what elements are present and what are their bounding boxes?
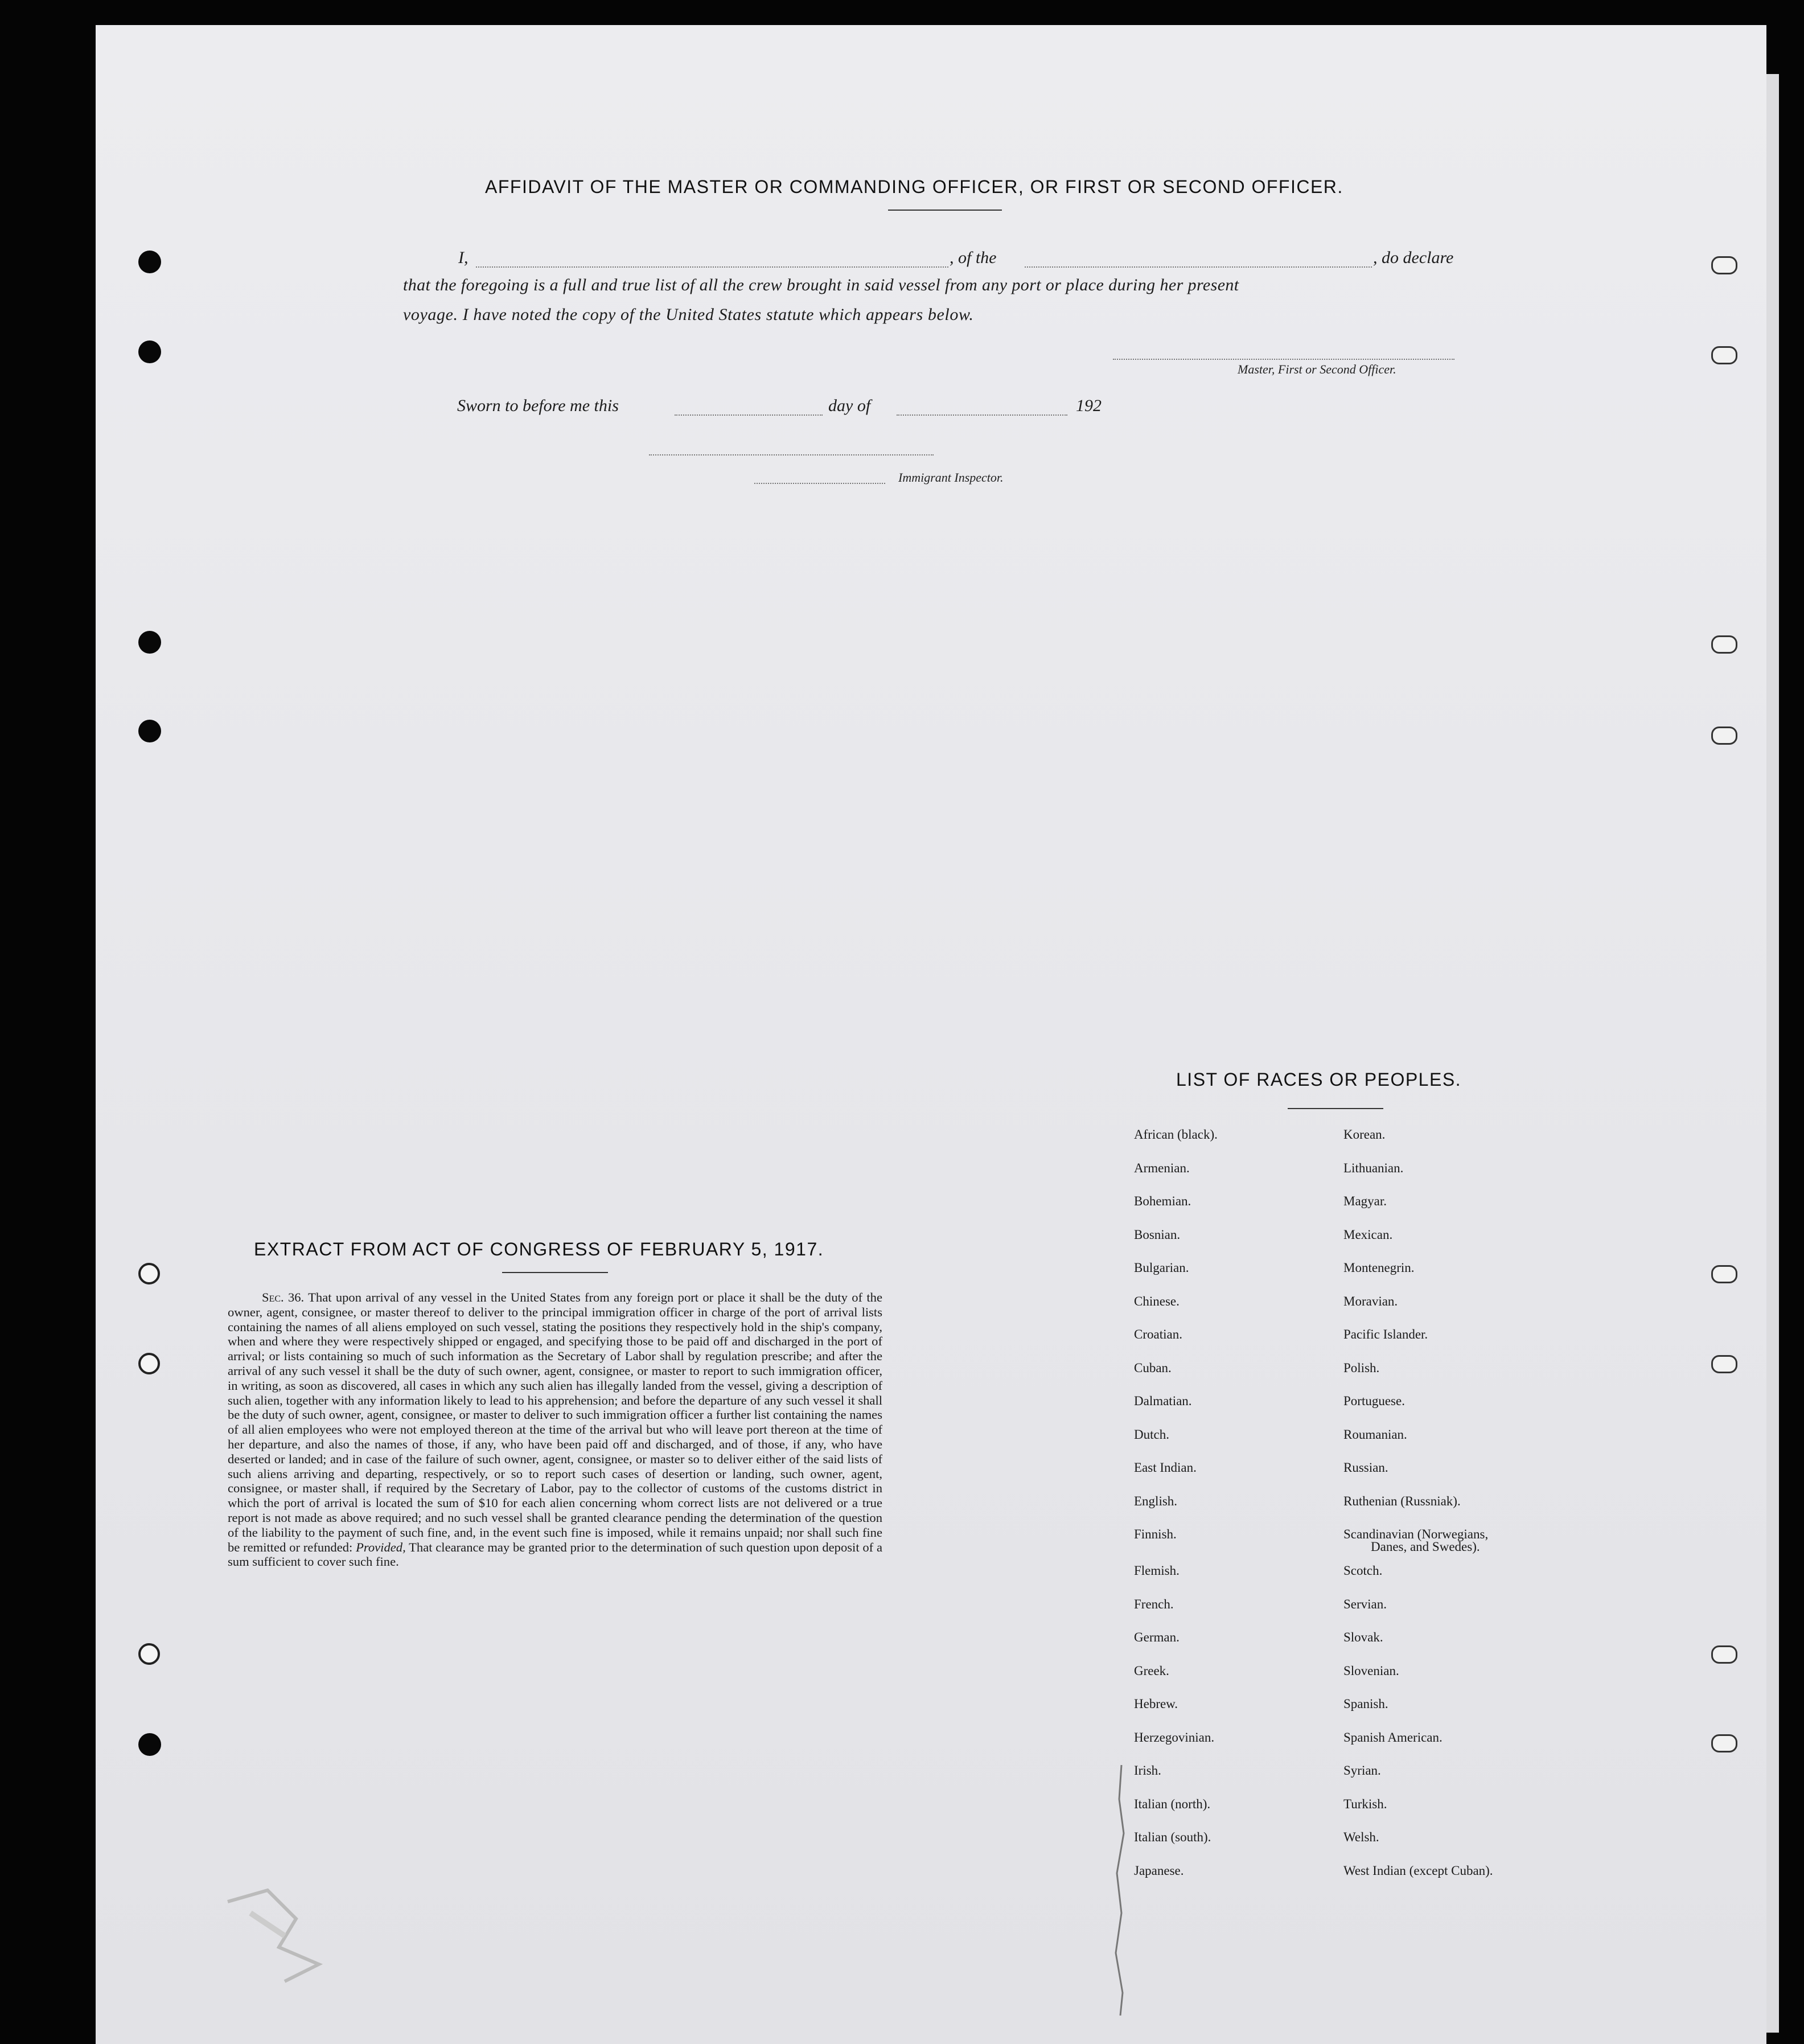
race-item-line: Danes, and Swedes).	[1371, 1540, 1480, 1554]
race-item: West Indian (except Cuban).	[1343, 1863, 1493, 1878]
race-item: Italian (south).	[1134, 1830, 1211, 1844]
punch-hole	[138, 1733, 161, 1756]
race-item: Pacific Islander.	[1343, 1327, 1428, 1341]
race-item: Montenegrin.	[1343, 1261, 1415, 1275]
punch-hole	[1711, 727, 1737, 745]
punch-hole	[138, 631, 161, 654]
race-item: Japanese.	[1134, 1863, 1184, 1878]
races-column-2	[1343, 1128, 1493, 1898]
page-edge	[1766, 74, 1779, 2033]
race-item: Bulgarian.	[1134, 1261, 1189, 1275]
race-item: African (black).	[1134, 1127, 1218, 1142]
race-item: Dalmatian.	[1134, 1394, 1192, 1408]
races-title-rule	[1288, 1108, 1383, 1109]
race-item: Ruthenian (Russniak).	[1343, 1493, 1461, 1508]
document-page	[96, 25, 1766, 2044]
punch-hole	[1711, 256, 1737, 274]
race-item: Greek.	[1134, 1663, 1169, 1678]
title-rule	[888, 210, 1002, 211]
race-item: Flemish.	[1134, 1563, 1180, 1578]
race-item: Welsh.	[1343, 1830, 1379, 1844]
section-text-end: That clearance may be granted prior to the determination of such question upon deposit of a sum sufficient to cover such fine.	[228, 1540, 882, 1569]
race-item: Roumanian.	[1343, 1427, 1407, 1442]
punch-hole	[1711, 346, 1737, 364]
race-item: East Indian.	[1134, 1460, 1197, 1475]
race-item: Chinese.	[1134, 1294, 1180, 1308]
officer-signature-line	[1113, 359, 1454, 360]
punch-hole	[138, 1643, 160, 1665]
race-item: Servian.	[1343, 1596, 1387, 1611]
race-item: Lithuanian.	[1343, 1160, 1404, 1175]
race-item: Korean.	[1343, 1127, 1386, 1142]
declare-text: , do declare	[1373, 248, 1454, 267]
race-item: Bosnian.	[1134, 1227, 1181, 1242]
declaration-line-3: voyage. I have noted the copy of the United States statute which appears below.	[403, 305, 974, 324]
race-item: Polish.	[1343, 1360, 1380, 1375]
punch-hole	[1711, 1265, 1737, 1283]
race-item: Irish.	[1134, 1763, 1161, 1778]
punch-hole	[138, 1353, 160, 1374]
race-item: Armenian.	[1134, 1160, 1190, 1175]
race-item: Slovak.	[1343, 1630, 1383, 1644]
declarant-prefix: I,	[458, 248, 469, 267]
declarant-name-line	[476, 266, 948, 268]
race-item: Russian.	[1343, 1460, 1388, 1475]
race-item	[1343, 1528, 1493, 1565]
race-item: Portuguese.	[1343, 1394, 1405, 1408]
race-item: Bohemian.	[1134, 1194, 1191, 1208]
day-of-label: day of	[828, 396, 871, 415]
race-item-line: Scandinavian (Norwegians,	[1343, 1527, 1489, 1541]
section-label: Sec. 36.	[262, 1290, 305, 1304]
declaration-line-2: that the foregoing is a full and true list of all the crew brought in said vessel from any port or place during her present	[403, 276, 1239, 294]
race-item: Magyar.	[1343, 1194, 1387, 1208]
race-item: Syrian.	[1343, 1763, 1381, 1778]
race-item: French.	[1134, 1596, 1174, 1611]
punch-hole	[138, 1263, 160, 1284]
vessel-name-line	[1025, 266, 1372, 268]
officer-caption: Master, First or Second Officer.	[1238, 362, 1396, 376]
inspector-short-line	[754, 483, 885, 484]
vessel-prefix: , of the	[950, 248, 997, 267]
race-item: Spanish.	[1343, 1697, 1388, 1711]
race-item: Dutch.	[1134, 1427, 1169, 1442]
section-text: That upon arrival of any vessel in the United States from any foreign port or place it shall be the duty of the owner, agent, consignee, or master thereof to deliver to the principal immigration officer in charge of the port of arrival lists containing the names of all aliens employed on such vessel, stating the positions they respectively hold in the ship's company, when and where they were respectively shipped or engaged, and specifying those to be paid off and discharged in the port of arrival; or lists containing so much of such information as the Secretary of Labor shall by regulation prescribe; and after the arrival of any such vessel it shall be the duty of such owner, agent, consignee, or master to report to such immigration officer, in writing, as soon as discovered, all cases in which any such alien has illegally landed from the vessel, giving a description of such alien, together with any information likely to lead to his apprehension; and before the departure of any such vessel it shall be the duty of such owner, agent, consignee, or master to deliver to such immigration officer a further list containing the names of all alien employees who were not employed thereon at the time of the arrival but who will leave port thereon at the time of her departure, and also the names of those, if any, who have been paid off and discharged, and of those, if any, who have deserted or landed; and in case of the failure of such owner, agent, consignee, or master so to deliver either of the said lists of such aliens arriving and departing, respectively, or so to report such cases of desertion or landing, such owner, agent, consignee, or master shall, if required by the Secretary of Labor, pay to the collector of customs of the customs district in which the port of arrival is located the sum of $10 for each alien concerning whom correct lists are not delivered or a true report is not made as above required; and no such vessel shall be granted clearance pending the determination of the question of the liability to the payment of such fine, and, in the event such fine is imposed, while it remains unpaid; nor shall such fine be remitted or refunded:	[228, 1290, 882, 1554]
year-prefix: 192	[1076, 396, 1102, 415]
race-item: Turkish.	[1343, 1796, 1387, 1811]
punch-hole	[1711, 1355, 1737, 1373]
race-item: English.	[1134, 1493, 1178, 1508]
race-item: Spanish American.	[1343, 1730, 1443, 1745]
provided-word: Provided,	[356, 1540, 406, 1554]
paper-crack	[1099, 1765, 1144, 2016]
inspector-caption: Immigrant Inspector.	[898, 470, 1004, 485]
punch-hole	[138, 720, 161, 742]
affidavit-title: AFFIDAVIT OF THE MASTER OR COMMANDING OFFICER, OR FIRST OR SECOND OFFICER.	[485, 177, 1343, 197]
punch-hole	[138, 340, 161, 363]
paper-damage	[216, 1879, 364, 1993]
race-item: Slovenian.	[1343, 1663, 1399, 1678]
race-item: Scotch.	[1343, 1563, 1383, 1578]
race-item: Cuban.	[1134, 1360, 1172, 1375]
race-item: German.	[1134, 1630, 1180, 1644]
race-item: Finnish.	[1134, 1527, 1177, 1541]
sworn-label: Sworn to before me this	[457, 396, 619, 415]
punch-hole	[1711, 1734, 1737, 1752]
punch-hole	[1711, 635, 1737, 654]
race-item: Mexican.	[1343, 1227, 1393, 1242]
race-item: Croatian.	[1134, 1327, 1182, 1341]
punch-hole	[1711, 1645, 1737, 1664]
inspector-signature-line	[649, 454, 934, 455]
races-title: LIST OF RACES OR PEOPLES.	[1176, 1069, 1462, 1090]
race-item: Moravian.	[1343, 1294, 1398, 1308]
punch-hole	[138, 251, 161, 273]
races-column-1	[1134, 1128, 1218, 1898]
sworn-day-line	[675, 414, 823, 416]
extract-title: EXTRACT FROM ACT OF CONGRESS OF FEBRUARY 5, 1917.	[254, 1239, 824, 1259]
sworn-month-line	[897, 414, 1067, 416]
race-item: Herzegovinian.	[1134, 1730, 1215, 1745]
extract-body	[228, 1290, 882, 1569]
race-item: Italian (north).	[1134, 1796, 1211, 1811]
race-item: Hebrew.	[1134, 1697, 1178, 1711]
extract-title-rule	[502, 1272, 608, 1273]
